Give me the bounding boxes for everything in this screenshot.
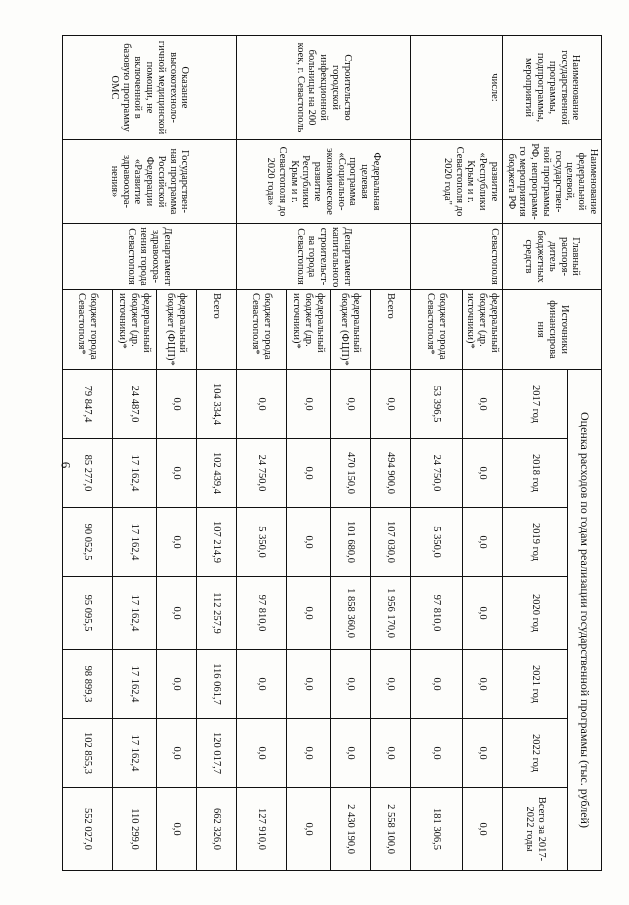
value-cell: 0,0: [410, 719, 462, 788]
group-name: Строительство городской инфекционной больницы на 200 коек, г. Севастополь: [236, 36, 410, 140]
total-cell: 552 027,0: [62, 788, 112, 871]
value-cell: 97 810,0: [410, 577, 462, 650]
group-name: Оказание высокотехноло-гичной медицинской помощи, не включенной в базовую программу ОМС: [62, 36, 236, 140]
value-cell: 0,0: [462, 577, 502, 650]
total-cell: 0,0: [462, 788, 502, 871]
value-cell: 17 162,4: [112, 719, 156, 788]
value-cell: 0,0: [410, 650, 462, 719]
value-cell: 116 061,7: [196, 650, 236, 719]
source-cell: федеральный бюджет (др. источники)*: [462, 290, 502, 370]
source-cell: федеральный бюджет (др. источники)*: [286, 290, 330, 370]
header-manager: Главный распоря-дитель бюджетных средств: [503, 224, 602, 290]
value-cell: 102 855,3: [62, 719, 112, 788]
value-cell: 494 900,0: [370, 439, 410, 508]
value-cell: 102 439,4: [196, 439, 236, 508]
budget-table: [62, 35, 602, 871]
value-cell: 120 017,7: [196, 719, 236, 788]
total-cell: 2 430 190,0: [330, 788, 370, 871]
value-cell: 0,0: [236, 370, 286, 439]
value-cell: 1 956 170,0: [370, 577, 410, 650]
header-year: 2019 год: [503, 508, 568, 577]
table-row: [370, 36, 410, 871]
value-cell: 53 396,5: [410, 370, 462, 439]
value-cell: 24 750,0: [410, 439, 462, 508]
value-cell: 95 095,5: [62, 577, 112, 650]
table-row: [462, 36, 502, 871]
value-cell: 0,0: [370, 650, 410, 719]
value-cell: 17 162,4: [112, 439, 156, 508]
source-cell: федеральный бюджет (др. источники)*: [112, 290, 156, 370]
total-cell: 662 326,0: [196, 788, 236, 871]
value-cell: 0,0: [286, 439, 330, 508]
value-cell: 0,0: [462, 508, 502, 577]
value-cell: 24 487,0: [112, 370, 156, 439]
value-cell: 17 162,4: [112, 508, 156, 577]
header-year: 2021 год: [503, 650, 568, 719]
value-cell: 0,0: [286, 370, 330, 439]
value-cell: 101 680,0: [330, 508, 370, 577]
header-sources: Источники финансирова ния: [503, 290, 602, 370]
value-cell: 5 350,0: [236, 508, 286, 577]
table-row: [196, 36, 236, 871]
source-cell: бюджет города Севастополя*: [236, 290, 286, 370]
value-cell: 79 847,4: [62, 370, 112, 439]
value-cell: 0,0: [156, 719, 196, 788]
source-cell: Всего: [196, 290, 236, 370]
group-manager: Департамент здравоохра-нения города Севастополя: [62, 224, 236, 290]
value-cell: 0,0: [156, 650, 196, 719]
value-cell: 17 162,4: [112, 577, 156, 650]
value-cell: 0,0: [156, 577, 196, 650]
source-cell: бюджет города Севастополя*: [62, 290, 112, 370]
total-cell: 2 558 100,0: [370, 788, 410, 871]
value-cell: 0,0: [286, 577, 330, 650]
value-cell: 97 810,0: [236, 577, 286, 650]
value-cell: 470 150,0: [330, 439, 370, 508]
value-cell: 107 030,0: [370, 508, 410, 577]
value-cell: 1 858 360,0: [330, 577, 370, 650]
value-cell: 5 350,0: [410, 508, 462, 577]
header-year: 2020 год: [503, 577, 568, 650]
source-cell: бюджет города Севастополя*: [410, 290, 462, 370]
source-cell: Всего: [370, 290, 410, 370]
value-cell: 90 052,5: [62, 508, 112, 577]
value-cell: 0,0: [462, 650, 502, 719]
page-number: 6: [58, 461, 74, 469]
value-cell: 0,0: [156, 370, 196, 439]
source-cell: федеральный бюджет (ФЦП)*: [156, 290, 196, 370]
value-cell: 0,0: [156, 439, 196, 508]
total-cell: 127 910,0: [236, 788, 286, 871]
value-cell: 0,0: [156, 508, 196, 577]
value-cell: 0,0: [330, 650, 370, 719]
table-body: [62, 36, 502, 871]
total-cell: 0,0: [286, 788, 330, 871]
header-year: 2018 год: [503, 439, 568, 508]
value-cell: 0,0: [330, 719, 370, 788]
header-year: 2022 год: [503, 719, 568, 788]
group-fed-program: Федеральная целевая программа «Социально-экономическое развитие Республики Крым и г. Севастополя до 2020 года»: [236, 140, 410, 224]
value-cell: 0,0: [286, 719, 330, 788]
header-year: 2017 год: [503, 370, 568, 439]
value-cell: 0,0: [236, 719, 286, 788]
value-cell: 107 214,9: [196, 508, 236, 577]
value-cell: 0,0: [462, 370, 502, 439]
value-cell: 0,0: [462, 439, 502, 508]
value-cell: 85 277,0: [62, 439, 112, 508]
header-total: Всего за 2017-2022 годы: [503, 788, 568, 871]
value-cell: 0,0: [330, 370, 370, 439]
header-name: Наименование государственной программы, подпрограммы, мероприятий: [503, 36, 602, 140]
rotated-table-container: [76, 35, 602, 870]
source-cell: федеральный бюджет (ФЦП)*: [330, 290, 370, 370]
group-fed-program: Государствен-ная программа Российской Федерации «Развитие здравоохра-нения»: [62, 140, 236, 224]
value-cell: 0,0: [236, 650, 286, 719]
total-cell: 0,0: [156, 788, 196, 871]
header-estimate: Оценка расходов по годам реализации государственной программы (тыс. рублей): [567, 370, 601, 871]
group-name: числе:: [410, 36, 502, 140]
value-cell: 24 750,0: [236, 439, 286, 508]
group-manager: Департамент капитального строительст-ва города Севастополя: [236, 224, 410, 290]
total-cell: 181 306,5: [410, 788, 462, 871]
group-manager: Севастополя: [410, 224, 502, 290]
value-cell: 112 257,9: [196, 577, 236, 650]
value-cell: 0,0: [370, 719, 410, 788]
value-cell: 17 162,4: [112, 650, 156, 719]
value-cell: 104 334,4: [196, 370, 236, 439]
value-cell: 0,0: [286, 508, 330, 577]
value-cell: 0,0: [462, 719, 502, 788]
value-cell: 98 899,3: [62, 650, 112, 719]
group-fed-program: развитие «Республики Крым и г. Севастополя до 2020 года": [410, 140, 502, 224]
total-cell: 110 299,0: [112, 788, 156, 871]
value-cell: 0,0: [370, 370, 410, 439]
header-fed-program: Наименование федеральной целевой, государствен-ной программы РФ, непрограмм-го мероприятия бюджета РФ: [503, 140, 602, 224]
value-cell: 0,0: [286, 650, 330, 719]
